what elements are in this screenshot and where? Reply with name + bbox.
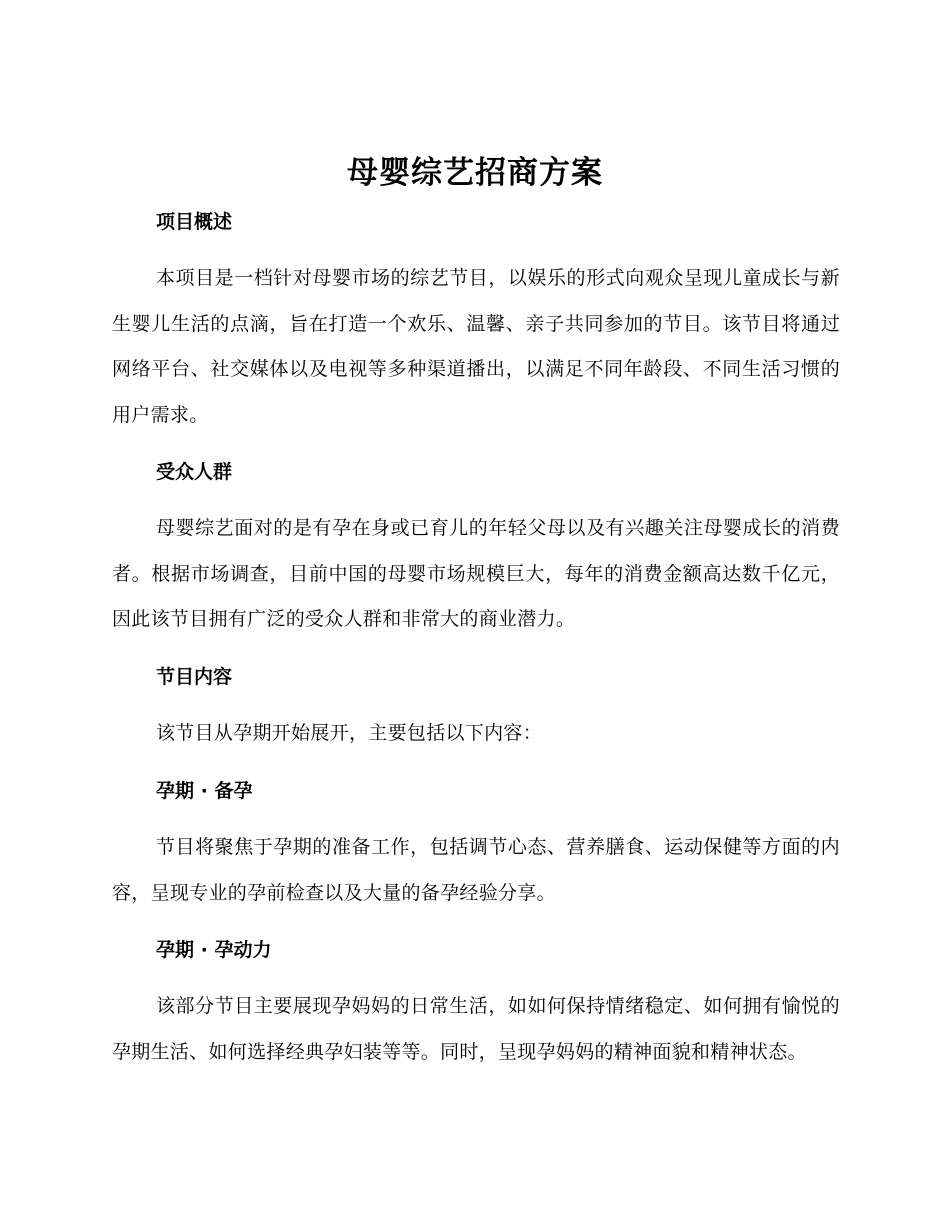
- section-paragraph-pre-pregnancy: 节目将聚焦于孕期的准备工作，包括调节心态、营养膳食、运动保健等方面的内容，呈现专业的孕前检查以及大量的备孕经验分享。: [112, 836, 840, 904]
- section-heading-overview: 项目概述: [156, 211, 233, 233]
- section-heading-pregnancy-motivation: 孕期 · 孕动力: [156, 939, 272, 961]
- section-paragraph-pregnancy-motivation: 该部分节目主要展现孕妈妈的日常生活，如如何保持情绪稳定、如何拥有愉悦的孕期生活、如何选择经典孕妇装等等。同时，呈现孕妈妈的精神面貌和精神状态。: [112, 995, 840, 1063]
- section-paragraph-content: 该节目从孕期开始展开，主要包括以下内容：: [156, 722, 543, 744]
- section-heading-pre-pregnancy: 孕期 · 备孕: [156, 780, 253, 802]
- document-title: 母婴综艺招商方案: [347, 155, 603, 191]
- section-paragraph-overview: 本项目是一档针对母婴市场的综艺节目，以娱乐的形式向观众呈现儿童成长与新生婴儿生活的点滴，旨在打造一个欢乐、温馨、亲子共同参加的节目。该节目将通过网络平台、社交媒体以及电视等多种渠道播出，以满足不同年龄段、不同生活习惯的用户需求。: [112, 267, 840, 426]
- section-paragraph-audience: 母婴综艺面对的是有孕在身或已育儿的年轻父母以及有兴趣关注母婴成长的消费者。根据市场调查，目前中国的母婴市场规模巨大，每年的消费金额高达数千亿元，因此该节目拥有广泛的受众人群和非常大的商业潜力。: [112, 517, 840, 630]
- section-heading-audience: 受众人群: [156, 461, 233, 483]
- section-heading-content: 节目内容: [156, 666, 233, 688]
